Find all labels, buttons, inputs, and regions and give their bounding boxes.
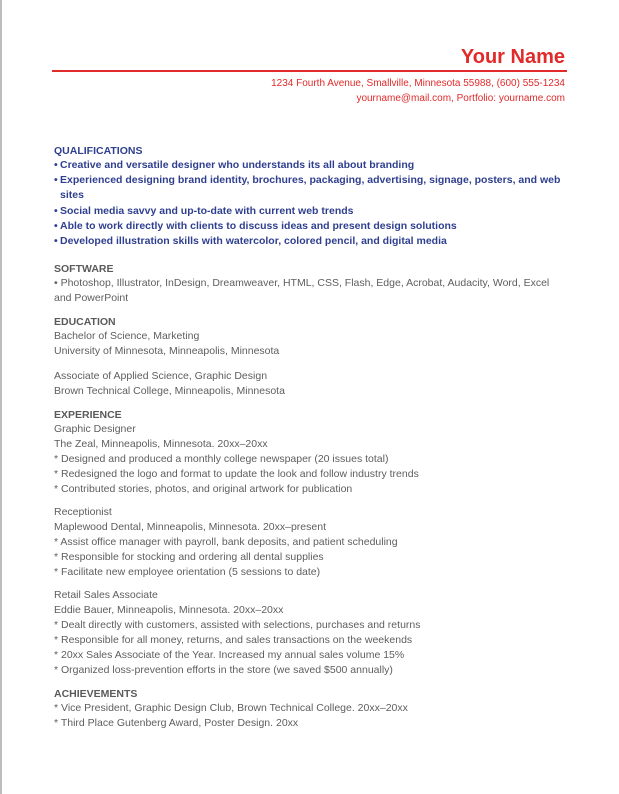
job-company: The Zeal, Minneapolis, Minnesota. 20xx–20xx: [54, 438, 268, 451]
resume-name: Your Name: [460, 46, 565, 68]
education-entry: [54, 369, 569, 399]
education-degree: Associate of Applied Science, Graphic Design: [54, 370, 268, 383]
achievement-item: * Third Place Gutenberg Award, Poster Design. 20xx: [54, 717, 299, 730]
education-title: EDUCATION: [54, 316, 116, 329]
header-divider: [52, 70, 567, 72]
job-bullet: * Facilitate new employee orientation (5 sessions to date): [54, 566, 321, 579]
qualification-item: • Creative and versatile designer who understands its all about branding: [54, 159, 415, 171]
job-role: Graphic Designer: [54, 423, 136, 436]
education-section: [54, 315, 569, 399]
contact-address-phone: 1234 Fourth Avenue, Smallville, Minnesota 55988, (600) 555-1234: [271, 78, 565, 89]
education-school: Brown Technical College, Minneapolis, Minnesota: [54, 385, 285, 398]
experience-entry: [54, 588, 569, 678]
education-school: University of Minnesota, Minneapolis, Minnesota: [54, 345, 280, 358]
qualifications-title: QUALIFICATIONS: [54, 145, 143, 157]
education-degree: Bachelor of Science, Marketing: [54, 330, 200, 343]
qualification-item: • Experienced designing brand identity, brochures, packaging, advertising, signage, posters, and web sites: [54, 174, 561, 202]
achievements-title: ACHIEVEMENTS: [54, 688, 138, 701]
job-bullet: * Contributed stories, photos, and original artwork for publication: [54, 483, 353, 496]
job-bullet: * Assist office manager with payroll, bank deposits, and patient scheduling: [54, 536, 398, 549]
experience-section: [54, 408, 569, 678]
job-bullet: * Organized loss-prevention efforts in the store (we saved $500 annually): [54, 664, 393, 677]
job-company: Eddie Bauer, Minneapolis, Minnesota. 20xx–20xx: [54, 604, 284, 617]
experience-entry: [54, 422, 569, 497]
qualification-item: • Developed illustration skills with watercolor, colored pencil, and digital media: [54, 235, 447, 248]
education-entry: [54, 329, 569, 359]
job-bullet: * Dealt directly with customers, assisted with selections, purchases and returns: [54, 619, 421, 632]
job-bullet: * Responsible for all money, returns, and sales transactions on the weekends: [54, 634, 413, 647]
job-bullet: * Designed and produced a monthly college newspaper (20 issues total): [54, 453, 389, 466]
job-role: Retail Sales Associate: [54, 589, 158, 602]
contact-email-portfolio: yourname@mail.com, Portfolio: yourname.com: [356, 93, 565, 104]
job-bullet: * Responsible for stocking and ordering all dental supplies: [54, 551, 324, 564]
software-title: SOFTWARE: [54, 263, 114, 276]
experience-entry: [54, 505, 569, 580]
job-bullet: * Redesigned the logo and format to update the look and follow industry trends: [54, 468, 419, 481]
experience-title: EXPERIENCE: [54, 409, 122, 422]
software-list: • Photoshop, Illustrator, InDesign, Dreamweaver, HTML, CSS, Flash, Edge, Acrobat, Audacity, Word, Excel and PowerPoint: [54, 277, 550, 305]
resume-header: [0, 0, 619, 120]
software-section: [54, 262, 569, 306]
resume-body: [54, 144, 569, 740]
qualification-item: • Social media savvy and up-to-date with current web trends: [54, 204, 354, 217]
job-bullet: * 20xx Sales Associate of the Year. Increased my annual sales volume 15%: [54, 649, 405, 662]
qualifications-section: [54, 144, 569, 249]
qualification-item: • Able to work directly with clients to discuss ideas and present design solutions: [54, 219, 457, 232]
achievement-item: * Vice President, Graphic Design Club, Brown Technical College. 20xx–20xx: [54, 702, 408, 715]
achievements-section: [54, 687, 569, 731]
job-role: Receptionist: [54, 506, 112, 519]
job-company: Maplewood Dental, Minneapolis, Minnesota. 20xx–present: [54, 521, 326, 534]
